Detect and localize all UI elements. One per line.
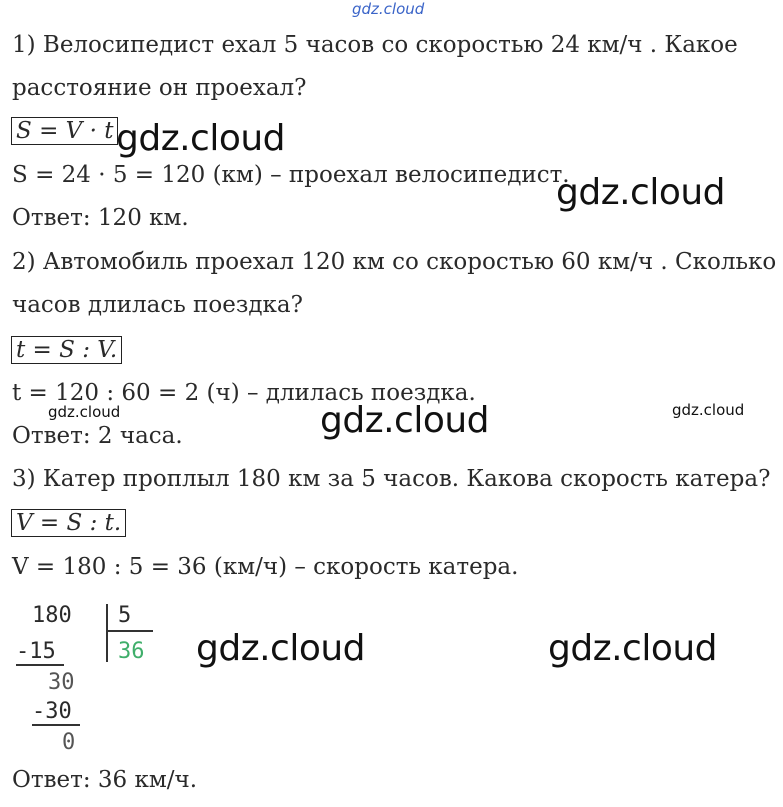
problem2-answer: Ответ: 2 часа. xyxy=(12,423,183,449)
watermark-5: gdz.cloud xyxy=(672,401,745,419)
division-line1 xyxy=(16,664,64,666)
watermark-7: gdz.cloud xyxy=(548,628,718,669)
watermark-top: gdz.cloud xyxy=(352,0,425,18)
problem2-text-line2: часов длилась поездка? xyxy=(12,292,303,318)
problem1-calculation: S = 24 · 5 = 120 (км) – проехал велосипедист. xyxy=(12,162,570,188)
division-dividend: 180 xyxy=(32,603,72,628)
watermark-4: gdz.cloud xyxy=(320,400,490,441)
problem3-calculation: V = 180 : 5 = 36 (км/ч) – скорость катера. xyxy=(12,554,519,580)
division-remainder1: 30 xyxy=(48,670,75,695)
problem2-text-line1: 2) Автомобиль проехал 120 км со скоростью 60 км/ч . Сколько xyxy=(12,249,777,275)
problem1-text-line1: 1) Велосипедист ехал 5 часов со скоростью 24 км/ч . Какое xyxy=(12,32,738,58)
problem2-formula-box: t = S : V. xyxy=(11,336,122,364)
division-divisor-underline xyxy=(108,630,153,632)
watermark-1: gdz.cloud xyxy=(116,118,286,159)
division-remainder2: 0 xyxy=(62,730,76,755)
division-line2 xyxy=(32,724,80,726)
watermark-2: gdz.cloud xyxy=(556,172,726,213)
division-quotient: 36 xyxy=(118,639,145,664)
division-subtract2: -30 xyxy=(32,699,72,724)
problem3-text-line1: 3) Катер проплыл 180 км за 5 часов. Какова скорость катера? xyxy=(12,466,771,492)
division-divisor: 5 xyxy=(118,603,132,628)
problem3-answer: Ответ: 36 км/ч. xyxy=(12,767,198,793)
problem1-formula-box: S = V · t xyxy=(11,117,118,145)
division-subtract1: -15 xyxy=(16,639,56,664)
problem1-text-line2: расстояние он проехал? xyxy=(12,75,307,101)
watermark-3: gdz.cloud xyxy=(48,403,121,421)
problem1-answer: Ответ: 120 км. xyxy=(12,205,189,231)
problem3-formula-box: V = S : t. xyxy=(11,509,126,537)
watermark-6: gdz.cloud xyxy=(196,628,366,669)
problem2-calculation: t = 120 : 60 = 2 (ч) – длилась поездка. xyxy=(12,380,476,406)
division-bar xyxy=(106,604,108,662)
